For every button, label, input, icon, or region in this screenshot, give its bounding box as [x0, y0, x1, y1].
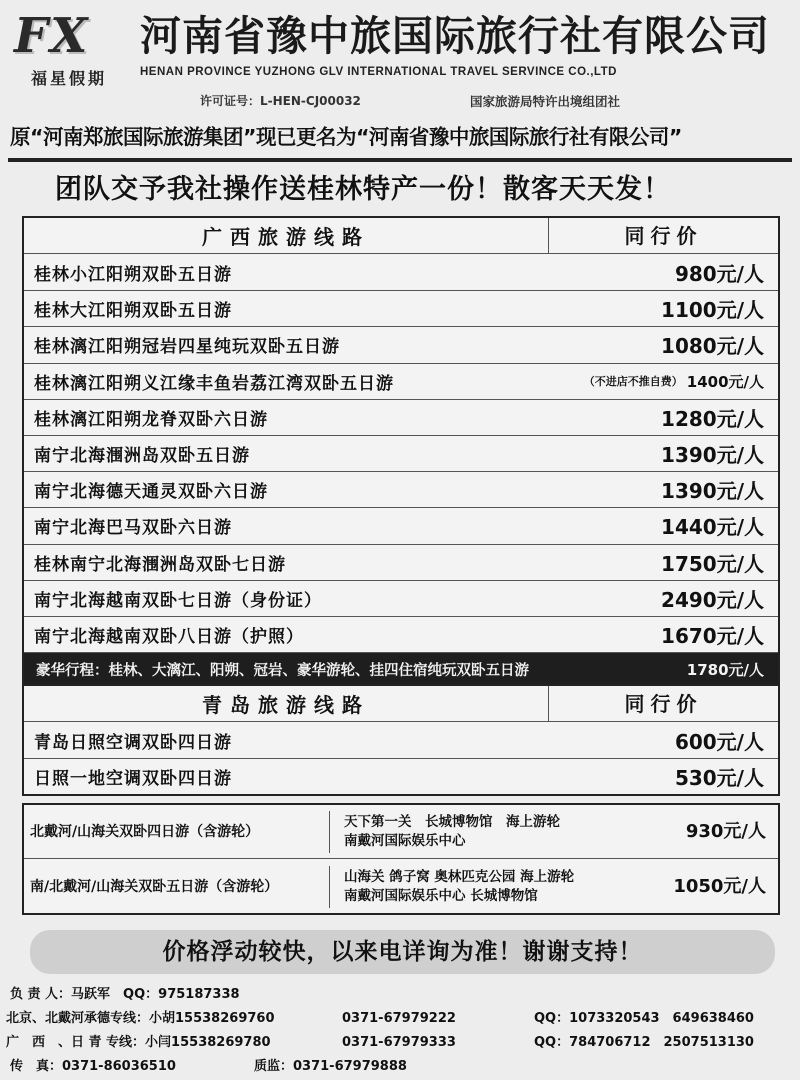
route-row: [24, 616, 778, 652]
route-name: 南宁北海德天通灵双卧六日游: [34, 482, 268, 503]
beidaihe-table: [22, 803, 780, 915]
combo-description: [344, 813, 664, 853]
contact-line: [6, 1033, 796, 1053]
route-row: [24, 471, 778, 507]
license-number: 许可证号：L-HEN-CJ00032: [200, 94, 361, 108]
route-name: 南宁北海越南双卧七日游（身份证）: [34, 590, 322, 611]
promo-slogan: 团队交予我社操作送桂林特产一份！散客天天发！: [55, 174, 671, 205]
route-price: 980元/人: [674, 261, 764, 286]
route-price: 600元/人: [674, 729, 764, 754]
route-name: 青岛日照空调双卧四日游: [34, 732, 232, 753]
guangxi-title: 广西旅游线路: [202, 225, 370, 249]
route-price: 1100元/人: [661, 298, 764, 323]
route-price: 530元/人: [674, 766, 764, 791]
company-name-en: HENAN PROVINCE YUZHONG GLV INTERNATIONAL TRAVEL SERVINCE CO.,LTD: [140, 66, 617, 78]
route-name: 桂林漓江阳朔冠岩四星纯玩双卧五日游: [34, 337, 340, 358]
combo-price: 930元/人: [685, 821, 766, 842]
guangxi-qq: QQ：784706712 2507513130: [534, 1035, 754, 1050]
combo-name: 南/北戴河/山海关双卧五日游（含游轮）: [30, 879, 279, 895]
route-row: [24, 290, 778, 326]
guangxi-phone: 0371-67979333: [342, 1035, 456, 1050]
combo-desc-line: 天下第一关 长城博物馆 海上游轮: [344, 814, 560, 830]
manager-contact: 负 责 人：马跃军 QQ：975187338: [10, 987, 240, 1002]
route-price: 1080元/人: [661, 334, 764, 359]
guangxi-line: 广 西 、日 青 专线：小闫15538269780: [6, 1035, 271, 1050]
combo-desc-line: 山海关 鸽子窝 奥林匹克公园 海上游轮: [344, 869, 575, 885]
route-name: 桂林南宁北海涠洲岛双卧七日游: [34, 554, 286, 575]
route-price: 1440元/人: [661, 515, 764, 540]
luxury-name: 豪华行程：桂林、大漓江、阳朔、冠岩、豪华游轮、挂四住宿纯玩双卧五日游: [36, 663, 529, 680]
route-row: [24, 399, 778, 435]
contact-info: [6, 985, 796, 1077]
qingdao-table: [22, 684, 780, 796]
logo-subtitle: 福星假期: [30, 69, 107, 88]
combo-price: 1050元/人: [673, 876, 766, 897]
bureau-note: 国家旅游局特许出境组团社: [470, 94, 621, 109]
route-name: 桂林小江阳朔双卧五日游: [34, 264, 232, 285]
company-name-cn: 河南省豫中旅国际旅行社有限公司: [140, 12, 770, 60]
route-row: [24, 758, 778, 794]
combo-name: 北戴河/山海关双卧四日游（含游轮）: [30, 824, 260, 840]
route-name: 日照一地空调双卧四日游: [34, 769, 232, 790]
route-price: 1390元/人: [661, 443, 764, 468]
divider: [8, 158, 792, 162]
company-logo: FX: [14, 8, 90, 64]
guangxi-table-header: [24, 218, 778, 254]
route-price: 1400元/人: [686, 372, 764, 391]
route-note: （不进店不推自费）: [583, 375, 683, 389]
route-row: [24, 326, 778, 362]
combo-desc-line: 南戴河国际娱乐中心: [344, 833, 466, 849]
guangxi-rows: [24, 254, 778, 652]
route-price: 1670元/人: [661, 623, 764, 648]
route-price: 2490元/人: [661, 587, 764, 612]
qingdao-title: 青岛旅游线路: [202, 693, 370, 717]
route-name: 桂林漓江阳朔义江缘丰鱼岩荔江湾双卧五日游: [34, 373, 394, 394]
combo-row: [24, 805, 778, 859]
route-row: [24, 507, 778, 543]
quality-hotline: 质监：0371-67979888: [254, 1059, 407, 1074]
price-notice-banner: 价格浮动较快，以来电详询为准！谢谢支持！: [30, 930, 775, 974]
header: [0, 0, 800, 115]
fax-number: 传 真：0371-86036510: [10, 1059, 176, 1074]
beijing-qq: QQ：1073320543 649638460: [534, 1011, 754, 1026]
route-row: [24, 580, 778, 616]
route-row: [24, 722, 778, 758]
route-price: 1750元/人: [661, 551, 764, 576]
route-row: [24, 435, 778, 471]
combo-description: [344, 868, 664, 908]
qingdao-rows: [24, 722, 778, 794]
qingdao-table-header: [24, 686, 778, 722]
divider: [329, 866, 330, 908]
luxury-price: 1780元/人: [686, 661, 764, 680]
rename-notice: 原“河南郑旅国际旅游集团”现已更名为“河南省豫中旅国际旅行社有限公司”: [10, 125, 682, 149]
route-name: 南宁北海巴马双卧六日游: [34, 518, 232, 539]
guangxi-table: [22, 216, 780, 688]
divider: [329, 811, 330, 853]
beijing-phone: 0371-67979222: [342, 1011, 456, 1026]
contact-line: [6, 985, 796, 1005]
route-row: [24, 544, 778, 580]
route-row: [24, 363, 778, 399]
contact-line: [6, 1009, 796, 1029]
route-name: 南宁北海越南双卧八日游（护照）: [34, 626, 304, 647]
route-price: 1280元/人: [661, 406, 764, 431]
route-name: 桂林漓江阳朔龙脊双卧六日游: [34, 409, 268, 430]
guangxi-price-header: 同行价: [548, 218, 778, 253]
combo-desc-line: 南戴河国际娱乐中心 长城博物馆: [344, 888, 538, 904]
route-price: 1390元/人: [661, 479, 764, 504]
luxury-row: [24, 652, 778, 686]
beijing-line: 北京、北戴河承德专线：小胡15538269760: [6, 1011, 275, 1026]
route-name: 南宁北海涠洲岛双卧五日游: [34, 446, 250, 467]
route-name: 桂林大江阳朔双卧五日游: [34, 301, 232, 322]
combo-row: [24, 860, 778, 914]
contact-line: [6, 1057, 796, 1077]
qingdao-price-header: 同行价: [548, 686, 778, 721]
route-row: [24, 254, 778, 290]
